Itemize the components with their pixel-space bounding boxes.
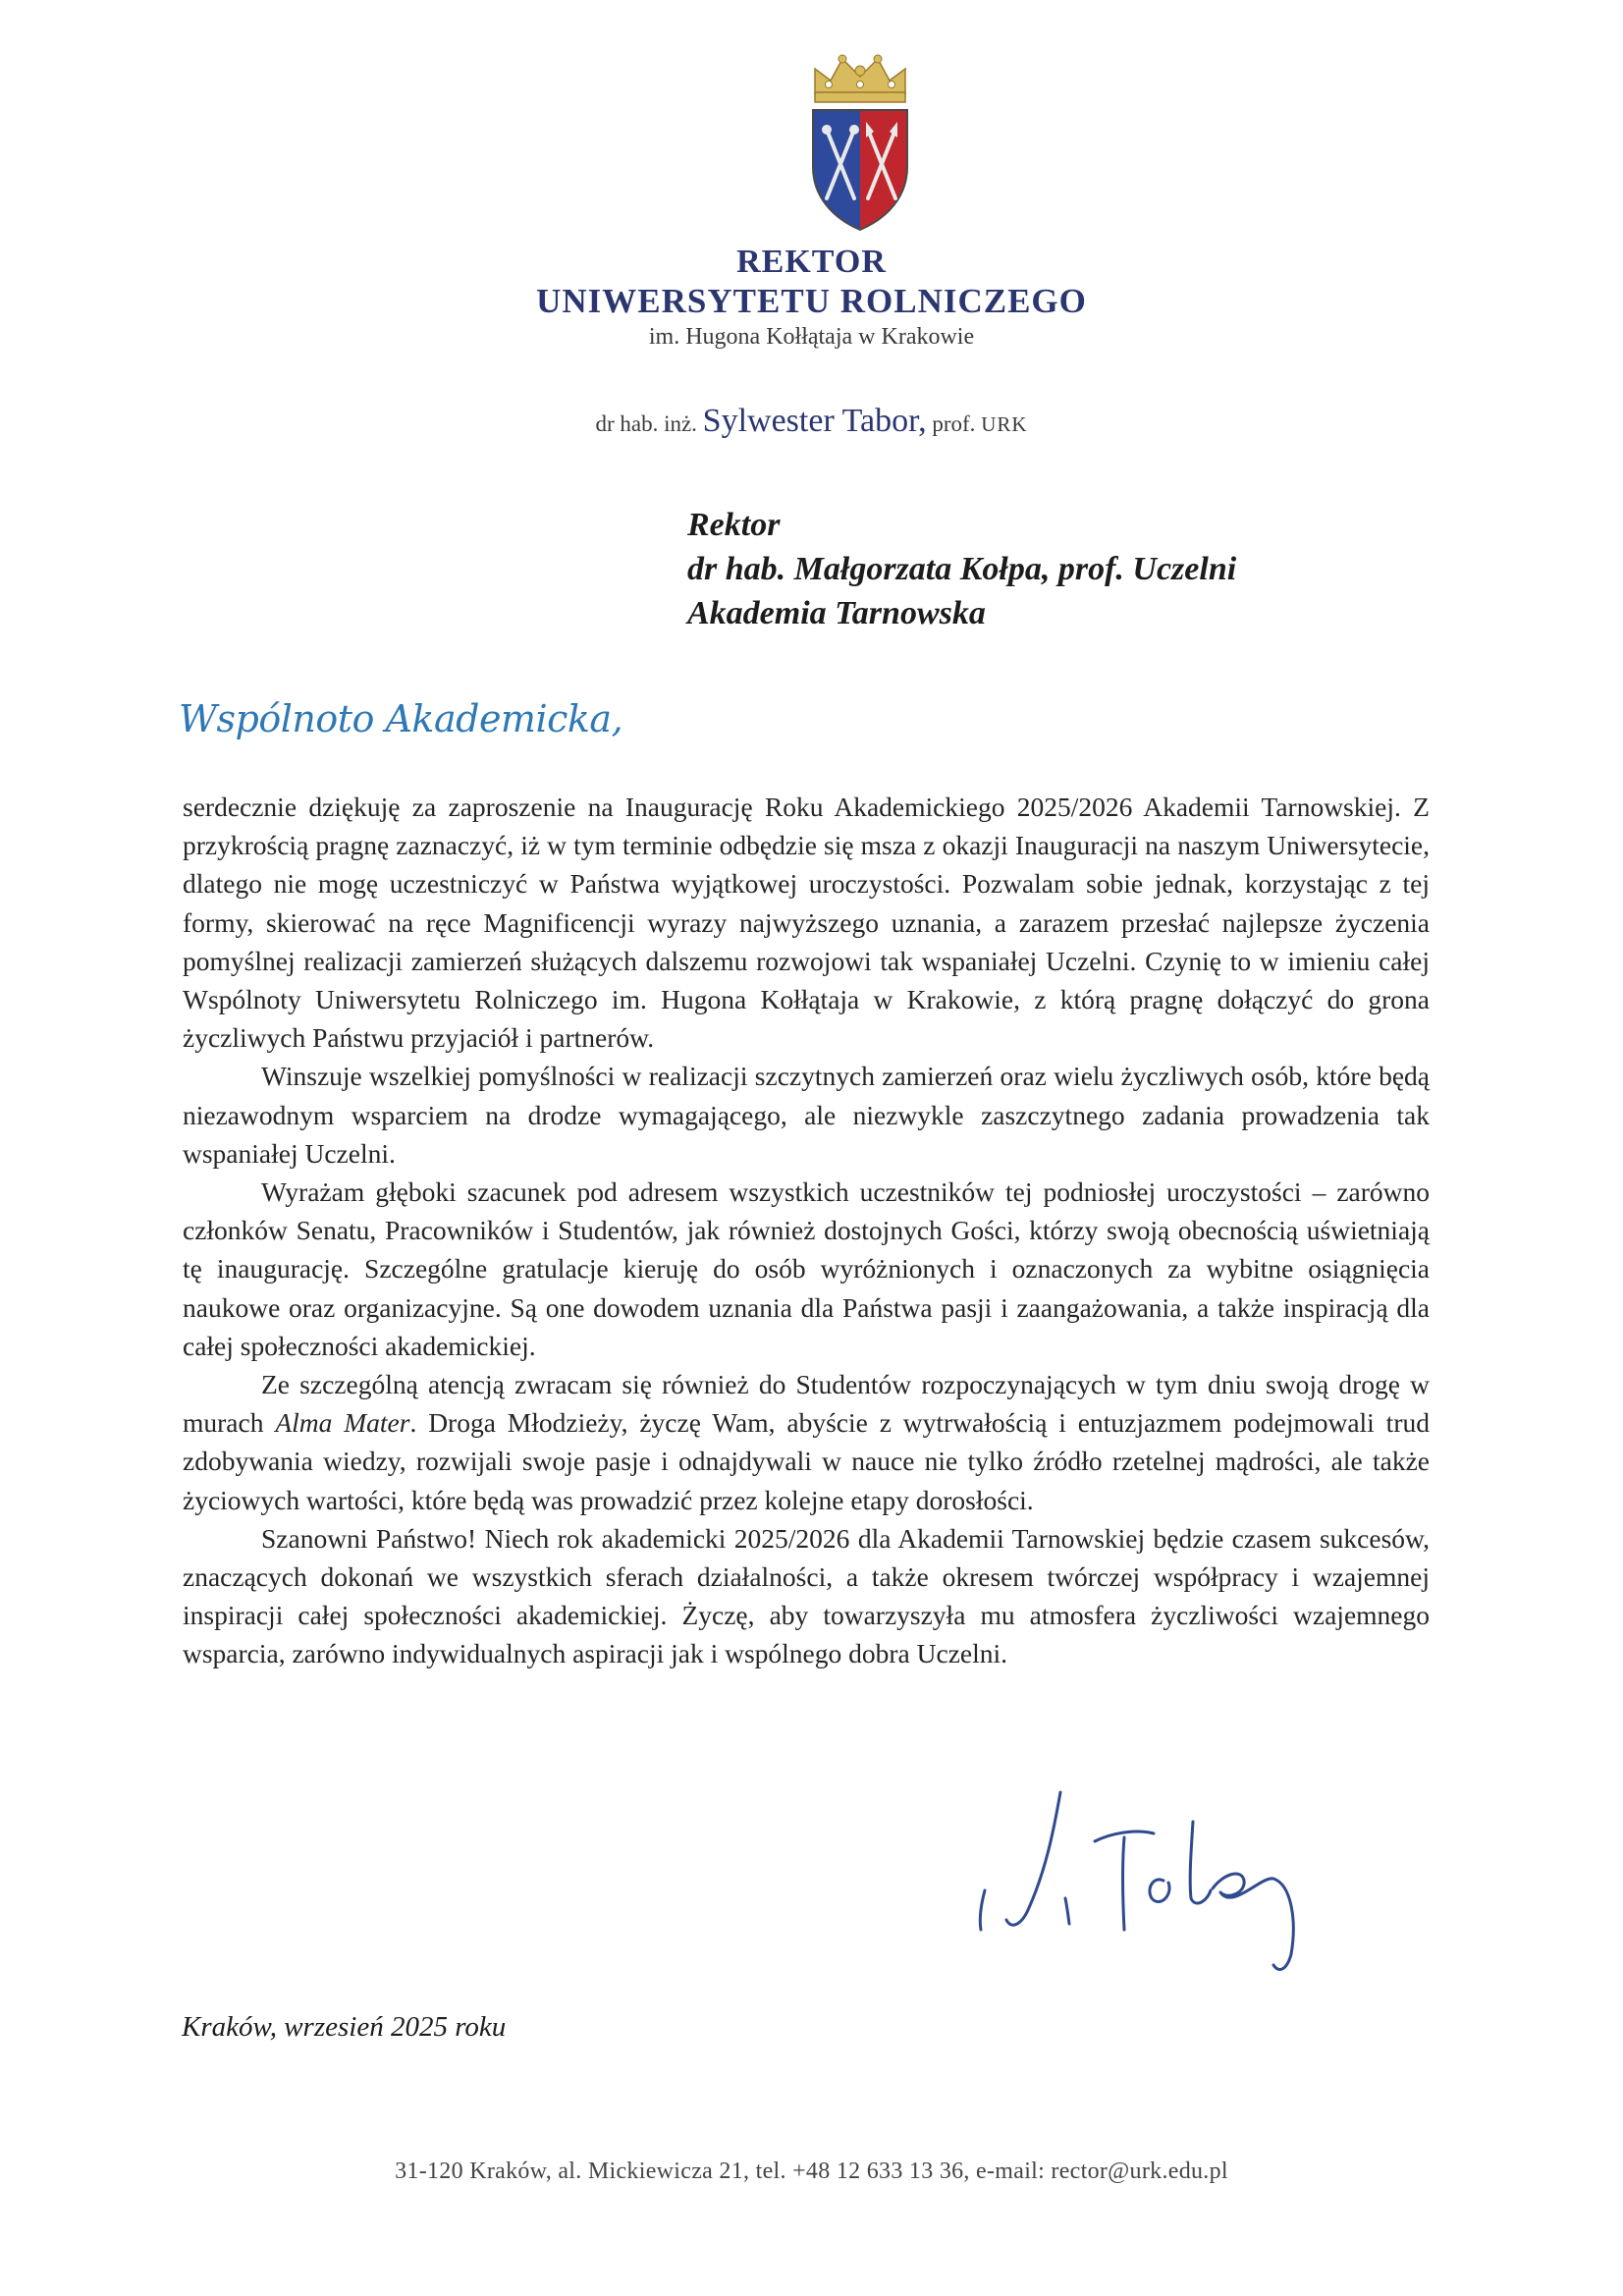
body-paragraph-4-end: . Droga Młodzieży, życzę Wam, abyście z wytrwałością i entuzjazmem podejmowali trud zdobywania wiedzy, rozwijali swoje pasje i odnajdywali w nauce nie tylko źródło rzetelnej mądrości, ale także życiowych wartości, które będą was prowadzić przez kolejne etapy dorosłości. — [183, 1407, 1430, 1515]
addressee-line-1: Rektor — [687, 507, 781, 543]
rector-line — [0, 403, 1623, 440]
footer-contact: 31-120 Kraków, al. Mickiewicza 21, tel. +48 12 633 13 36, e-mail: rector@urk.edu.pl — [395, 2159, 1228, 2184]
university-subtitle: im. Hugona Kołłątaja w Krakowie — [648, 324, 975, 350]
body-paragraph-3: Wyrażam głęboki szacunek pod adresem wszystkich uczestników tej podniosłej uroczystości – zarówno członków Senatu, Pracowników i Studentów, jak również dostojnych Gości, którzy swoją obecnością uświetniają tę inaugurację. Szczególne gratulacje kieruję do osób wyróżnionych i oznaczonych za wybitne osiągnięcia naukowe oraz organizacyjne. Są one dowodem uznania dla Państwa pasji i zaangażowania, a także inspiracją dla całej społeczności akademickiej. — [183, 1176, 1430, 1361]
body-paragraph-4-start: Ze szczególną atencją zwracam się również do Studentów rozpoczynających w tym dniu swoją drogę w murach — [183, 1369, 1430, 1439]
body-paragraph-4 — [183, 1365, 1430, 1519]
alma-mater-italic: Alma Mater — [275, 1407, 410, 1439]
addressee-line-2: dr hab. Małgorzata Kołpa, prof. Uczelni — [687, 551, 1237, 587]
rector-suffix-prof: prof. — [932, 411, 976, 436]
addressee-block — [687, 503, 1434, 635]
letter-body — [183, 788, 1430, 1673]
body-paragraph-1: serdecznie dziękuję za zaproszenie na Inaugurację Roku Akademickiego 2025/2026 Akademii Tarnowskiej. Z przykrością pragnę zaznaczyć, iż w tym terminie odbędzie się msza z okazji Inauguracji na naszym Uniwersytecie, dlatego nie mogę uczestniczyć w Państwa wyjątkowej uroczystości. Pozwalam sobie jednak, korzystając z tej formy, skierować na ręce Magnificencji wyrazy najwyższego uznania, a zarazem przesłać najlepsze życzenia pomyślnej realizacji zamierzeń służących dalszemu rozwojowi tak wspaniałej Uczelni. Czynię to w imieniu całej Wspólnoty Uniwersytetu Rolniczego im. Hugona Kołłątaja w Krakowie, z którą pragnę dołączyć do grona życzliwych Państwu przyjaciół i partnerów. — [183, 792, 1430, 1054]
body-paragraph-2: Winszuje wszelkiej pomyślności w realizacji szczytnych zamierzeń oraz wielu życzliwych osób, które będą niezawodnym wsparciem na drodze wymagającego, ale niezwykle zaszczytnego zadania prowadzenia tak wspaniałej Uczelni. — [183, 1061, 1430, 1169]
place-and-date: Kraków, wrzesień 2025 roku — [182, 2011, 507, 2043]
university-name: UNIWERSYTETU ROLNICZEGO — [536, 282, 1087, 320]
rector-name: Sylwester Tabor, — [702, 403, 927, 439]
handwritten-signature-icon — [967, 1782, 1330, 1989]
rector-prefix: dr hab. inż. — [595, 411, 697, 436]
letterhead-title: REKTOR — [736, 244, 887, 280]
addressee-line-3: Akademia Tarnowska — [687, 595, 986, 631]
rector-suffix-urk: URK — [981, 412, 1028, 436]
university-crest-icon — [809, 51, 911, 233]
body-paragraph-5: Szanowni Państwo! Niech rok akademicki 2025/2026 dla Akademii Tarnowskiej będzie czasem sukcesów, znaczących dokonań we wszystkich sferach działalności, a także okresem twórczej współpracy i wzajemnej inspiracji całej społeczności akademickiej. Życzę, aby towarzyszyła mu atmosfera życzliwości wzajemnego wsparcia, zarówno indywidualnych aspiracji jak i wspólnego dobra Uczelni. — [183, 1522, 1430, 1669]
salutation: Wspólnoto Akademicka, — [179, 697, 623, 740]
